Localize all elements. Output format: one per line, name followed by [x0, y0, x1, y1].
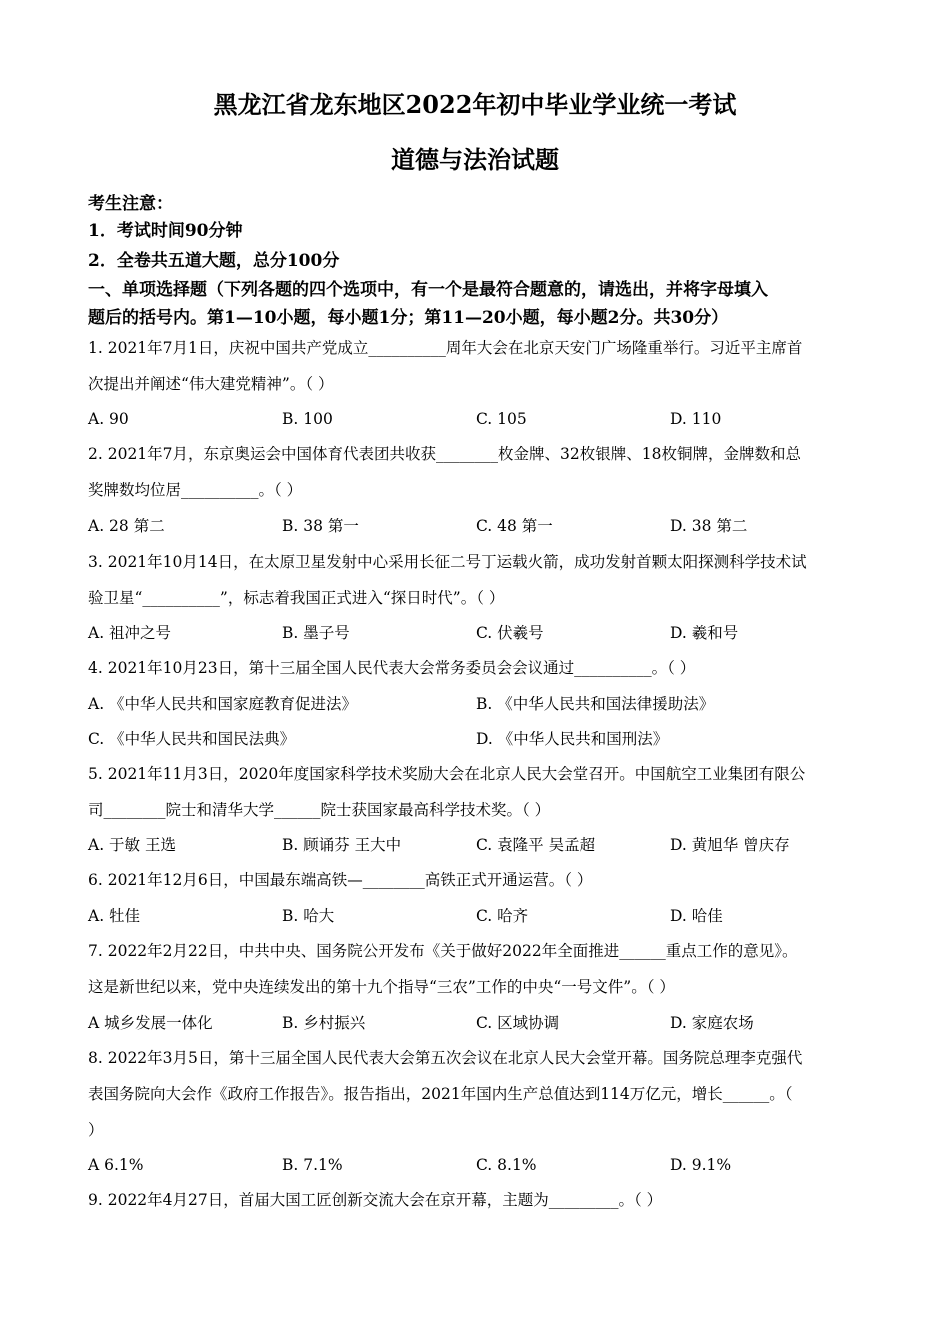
option-d: D. 家庭农场 [670, 1014, 754, 1032]
option-a: A 城乡发展一体化 [88, 1014, 213, 1032]
option-a: A. 《中华人民共和国家庭教育促进法》 [88, 695, 358, 713]
option-a: A. 28 第二 [88, 517, 165, 535]
exam-title: 黑龙江省龙东地区2022年初中毕业学业统一考试 [213, 90, 737, 119]
option-c: C. 105 [476, 410, 527, 428]
notice-item: 2．全卷共五道大题，总分100分 [88, 251, 340, 271]
question-options [88, 622, 888, 644]
option-b: B. 38 第一 [282, 517, 359, 535]
question-options [88, 693, 888, 715]
question-options [88, 515, 888, 537]
question-text: 表国务院向大会作《政府工作报告》。报告指出，2021年国内生产总值达到114万亿元，增长______。（ [88, 1085, 793, 1103]
option-c: C. 《中华人民共和国民法典》 [88, 730, 296, 748]
option-c: C. 48 第一 [476, 517, 553, 535]
option-c: C. 伏羲号 [476, 624, 544, 642]
option-d: D. 110 [670, 410, 722, 428]
question-options [88, 728, 888, 750]
question-text: 次提出并阐述“伟大建党精神”。（ ） [88, 375, 334, 393]
notice-item: 1．考试时间90分钟 [88, 221, 243, 241]
option-b: B. 墨子号 [282, 624, 350, 642]
option-b: B. 100 [282, 410, 333, 428]
section-heading: 一、单项选择题（下列各题的四个选项中，有一个是最符合题意的，请选出，并将字母填入 [88, 280, 768, 300]
question-text: 验卫星“__________”，标志着我国正式进入“探日时代”。（ ） [88, 589, 505, 607]
option-c: C. 哈齐 [476, 907, 529, 925]
option-b: B. 顾诵芬 王大中 [282, 836, 402, 854]
option-c: C. 袁隆平 吴孟超 [476, 836, 596, 854]
question-text: 8. 2022年3月5日，第十三届全国人民代表大会第五次会议在北京人民大会堂开幕。国务院总理李克强代 [88, 1049, 803, 1067]
question-text: 9. 2022年4月27日，首届大国工匠创新交流大会在京开幕，主题为_________。（ ） [88, 1191, 663, 1209]
question-text: 4. 2021年10月23日，第十三届全国人民代表大会常务委员会会议通过__________。（ ） [88, 659, 696, 677]
question-text: 6. 2021年12月6日，中国最东端高铁—________高铁正式开通运营。（ ） [88, 871, 593, 889]
option-a: A. 牡佳 [88, 907, 141, 925]
question-text: ） [88, 1121, 104, 1139]
option-c: C. 区域协调 [476, 1014, 560, 1032]
option-b: B. 哈大 [282, 907, 335, 925]
option-d: D. 羲和号 [670, 624, 739, 642]
option-b: B. 《中华人民共和国法律援助法》 [476, 695, 715, 713]
question-text: 5. 2021年11月3日，2020年度国家科学技术奖励大会在北京人民大会堂召开。中国航空工业集团有限公 [88, 765, 806, 783]
question-text: 这是新世纪以来，党中央连续发出的第十九个指导“三农”工作的中央“一号文件”。（ ） [88, 978, 675, 996]
option-b: B. 7.1% [282, 1156, 343, 1174]
option-a: A. 于敏 王选 [88, 836, 176, 854]
question-options [88, 408, 888, 430]
option-c: C. 8.1% [476, 1156, 537, 1174]
option-d: D. 《中华人民共和国刑法》 [476, 730, 669, 748]
option-d: D. 38 第二 [670, 517, 748, 535]
option-d: D. 哈佳 [670, 907, 723, 925]
question-text: 7. 2022年2月22日，中共中央、国务院公开发布《关于做好2022年全面推进______重点工作的意见》。 [88, 942, 798, 960]
option-a: A. 祖冲之号 [88, 624, 172, 642]
option-a: A 6.1% [88, 1156, 144, 1174]
option-a: A. 90 [88, 410, 129, 428]
option-d: D. 黄旭华 曾庆存 [670, 836, 790, 854]
section-heading: 题后的括号内。第1—10小题，每小题1分；第11—20小题，每小题2分。共30分） [88, 308, 729, 328]
question-text: 2. 2021年7月，东京奥运会中国体育代表团共收获________枚金牌、32枚银牌、18枚铜牌，金牌数和总 [88, 445, 801, 463]
option-d: D. 9.1% [670, 1156, 732, 1174]
question-options [88, 1012, 888, 1034]
question-options [88, 1154, 888, 1176]
question-text: 司________院士和清华大学______院士获国家最高科学技术奖。（ ） [88, 801, 551, 819]
question-text: 奖牌数均位居__________。（ ） [88, 481, 303, 499]
question-text: 1. 2021年7月1日，庆祝中国共产党成立__________周年大会在北京天安门广场隆重举行。习近平主席首 [88, 339, 803, 357]
question-text: 3. 2021年10月14日，在太原卫星发射中心采用长征二号丁运载火箭，成功发射首颗太阳探测科学技术试 [88, 553, 807, 571]
question-options [88, 834, 888, 856]
exam-subtitle: 道德与法治试题 [391, 145, 559, 174]
notice-heading: 考生注意： [88, 194, 173, 214]
option-b: B. 乡村振兴 [282, 1014, 366, 1032]
question-options [88, 905, 888, 927]
